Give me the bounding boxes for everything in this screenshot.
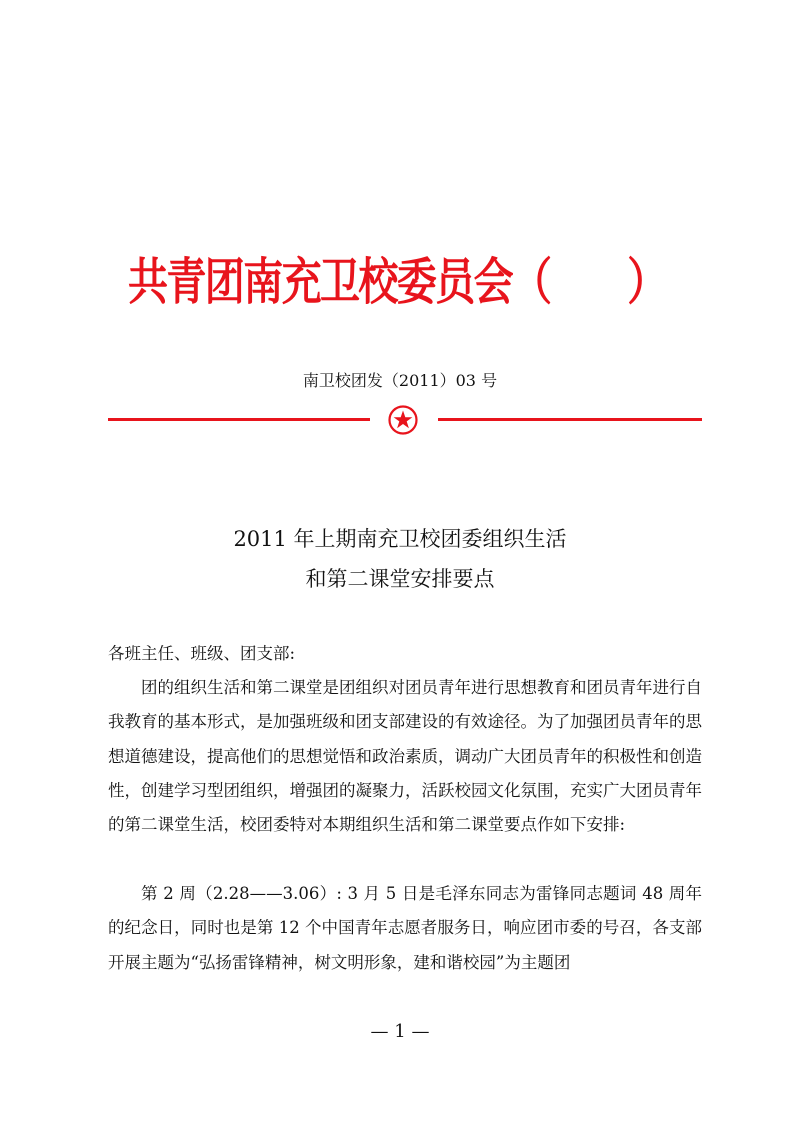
paragraph-text: 团的组织生活和第二课堂是团组织对团员青年进行思想教育和团员青年进行自我教育的基本形式，是加强班级和团支部建设的有效途径。为了加强团员青年的思想道德建设，提高他们的思想觉悟和政治素质，调动广大团员青年的积极性和创造性，创建学习型团组织，增强团的凝聚力，活跃校园文化氛围，充实广大团员青年的第二课堂生活，校团委特对本期组织生活和第二课堂要点作如下安排:	[108, 678, 702, 835]
salutation: 各班主任、班级、团支部:	[108, 644, 296, 663]
body-paragraph-week2	[108, 877, 702, 980]
paragraph-text: 第 2 周（2.28——3.06）: 3 月 5 日是毛泽东同志为雷锋同志题词 48 周年的纪念日，同时也是第 12 个中国青年志愿者服务日，响应团市委的号召，各支部开展主题为“弘扬雷锋精神，树文明形象，建和谐校园”为主题团	[108, 884, 702, 972]
star-emblem-icon	[388, 405, 418, 435]
org-header-title: 共青团南充卫校委员会（ ）	[128, 253, 666, 311]
red-divider-left	[108, 418, 370, 421]
page-number: — 1 —	[370, 1021, 430, 1042]
document-title-line1: 2011 年上期南充卫校团委组织生活	[233, 527, 567, 551]
document-number: 南卫校团发（2011）03 号	[302, 371, 498, 390]
document-title-line2: 和第二课堂安排要点	[305, 567, 495, 591]
red-divider-right	[438, 418, 702, 421]
body-paragraph-intro	[108, 671, 702, 842]
